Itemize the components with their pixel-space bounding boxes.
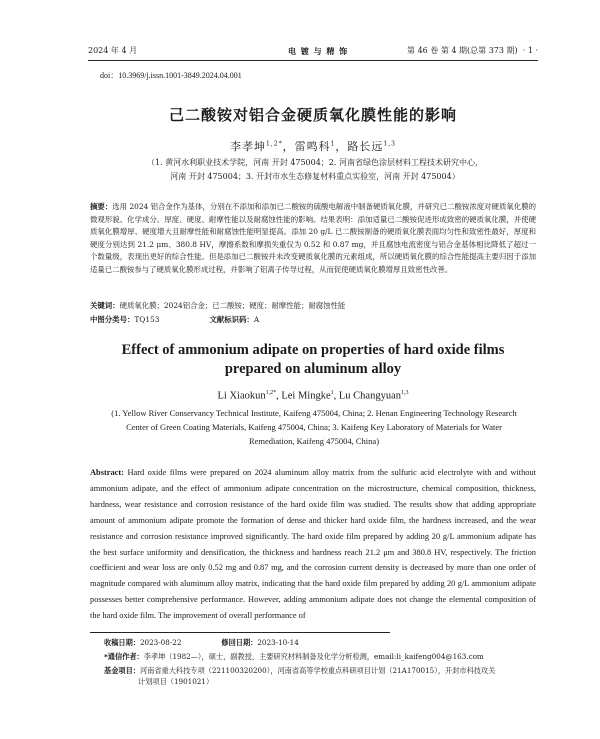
- footnote-author: [104, 651, 538, 662]
- authors-english: Li Xiaokun$^{1,2*}$, Lei Mingke$^1$, Lu Changyuan$^{1,3}$: [217, 390, 409, 402]
- clc-label: 中图分类号：: [90, 315, 135, 324]
- revised-date: 2023-10-14: [257, 638, 299, 647]
- affiliations-chinese: [110, 156, 520, 184]
- author-label: *通信作者：: [104, 652, 144, 661]
- affiliation-line: 河南 开封 475004；3. 开封市水生态修复材料重点实验室，河南 开封 475004）: [170, 172, 460, 181]
- author-sup: 1,2*: [265, 390, 277, 396]
- received-date: 2023-08-22: [139, 638, 182, 647]
- abstract-text: 选用 2024 铝合金作为基体，分别在不添加和添加已二酸铵的硫酸电解液中制备硬质氧化膜，并研究已二酸铵浓度对硬质氧化膜的微观形貌、化学成分、厚度、硬度、耐摩性能以及耐腐蚀性能的影响。结果表明：添加适量已二酸铵促进形成致密的硬质氧化膜，并使硬质氧化膜增厚、硬度增大且耐摩性能和耐腐蚀性能明显提高。添加 20 g/L 已二酸铵制备的硬质氧化膜表面均匀性和致密性最好，厚度和硬度分别达到 21.2 μm、380.8 HV，摩擦系数和摩损失重仅为 0.52 和 0.87 mg，并且腐蚀电流密度与铝合金基体相比降低了超过一个数量级，表现出更好的综合性能。但是添加已二酸铵并未改变硬质氧化膜的元素组成，所以硬质氧化膜的综合性能提高主要归因于添加适量已二酸铵参与了硬质氧化膜形成过程，并影响了铝离子传导过程，从而促使硬质氧化膜增厚且致密性改善。: [90, 202, 536, 274]
- fund-label: 基金项目：: [104, 666, 140, 675]
- doc-code: A: [253, 315, 260, 324]
- author-sup: 1: [330, 390, 334, 396]
- abstract-english: [90, 465, 536, 624]
- issue-date: 2024 年 4 月: [88, 46, 138, 55]
- author-sup: 1: [330, 140, 336, 148]
- author-name: 路长远: [347, 140, 384, 153]
- abstract-label: Abstract:: [90, 468, 124, 477]
- keywords-text: 硬质氧化膜；2024铝合金；已二酸铵；硬度；耐摩性能；耐腐蚀性能: [119, 301, 346, 310]
- affiliations-english: (1. Yellow River Conservancy Technical Institute, Kaifeng 475004, China; 2. Henan Engineering Technology Research Center of Green Coating Materials, Kaifeng 475004, China; 3. Kaifeng Key Laboratory of Materials for Water Remediation, Kaifeng 475004, China): [111, 408, 517, 446]
- footnote-rule: [90, 632, 390, 633]
- author-name: 雷鸣科: [294, 140, 331, 153]
- running-header: [88, 46, 538, 60]
- author-name: Lei Mingke: [281, 390, 331, 402]
- author-name: Lu Changyuan: [338, 390, 402, 402]
- doc-code-label: 文献标识码：: [209, 315, 254, 324]
- affiliation-line: （1. 黄河水利职业技术学院，河南 开封 475004；2. 河南省绿色涂层材料工程技术研究中心，: [147, 158, 483, 167]
- authors-chinese: 李孝坤$^{1,2*}$，雷鸣科$^1$，路长远$^{1,3}$: [230, 140, 396, 153]
- author-name: 李孝坤: [230, 140, 267, 153]
- abstract-label: 摘要：: [90, 202, 113, 211]
- volume-issue: 第 46 卷 第 4 期(总第 373 期) · 1 ·: [407, 46, 538, 55]
- author-info: 李孝坤（1982—），硕士，副教授，主要研究材料制备及化学分析检测，email:li_kaifeng004@163.com: [143, 652, 484, 661]
- doi[interactable]: doi：10.3969/j.issn.1001-3849.2024.04.001: [100, 71, 242, 80]
- received-label: 收稿日期：: [104, 638, 140, 647]
- clc-code: TQ153: [134, 315, 160, 324]
- abstract-chinese: [90, 201, 536, 277]
- title-chinese: 己二酸铵对铝合金硬质氧化膜性能的影响: [168, 106, 457, 124]
- header-rule: [88, 60, 538, 61]
- author-sup: 1,2*: [266, 140, 283, 148]
- journal-name: 电 镀 与 精 饰: [288, 46, 349, 56]
- page-number: · 1 ·: [522, 46, 538, 55]
- fund-info-cont: 计划项目（1901021）: [138, 677, 214, 686]
- abstract-text: Hard oxide films were prepared on 2024 aluminum alloy matrix from the sulfuric acid electrolyte with and without ammonium adipate, and the effect of ammonium adipate concentration on the microstructure, chemical composition, thickness, hardness, wear resistance and corrosion resistance of the hard oxide film was studied. The results show that adding appropriate amount of ammonium adipate promote the formation of dense and thicker hard oxide film, the hardness increased, and the wear resistance and corrosion resistance improved significantly. The hard oxide film prepared by adding 20 g/L ammonium adipate has the best surface uniformity and densification, the thickness and hardness reach 21.2 μm and 380.8 HV, respectively. The friction coefficient and wear loss are only 0.52 mg and 0.87 mg, and the corrosion current density is decreased by more than one order of magnitude compared with aluminum alloy matrix, indicating that the hard oxide film prepared by adding 20 g/L ammonium adipate possesses better comprehensive performance. However, adding ammonium adipate does not change the elemental composition of the hard oxide film. The improvement of overall performance of: [90, 468, 537, 621]
- classification: [90, 314, 259, 326]
- title-english: Effect of ammonium adipate on properties of hard oxide films prepared on aluminum alloy: [121, 342, 505, 377]
- footnote-dates: [104, 637, 538, 648]
- author-sup: 1,3: [383, 140, 396, 148]
- author-sup: 1,3: [401, 390, 409, 396]
- footnote-fund: [104, 665, 538, 687]
- keywords-label: 关键词：: [90, 301, 120, 310]
- author-name: Li Xiaokun: [217, 390, 266, 402]
- keywords-chinese: [90, 300, 536, 312]
- revised-label: 修回日期：: [221, 638, 258, 647]
- fund-info: 河南省重大科技专项（221100320200），河南省高等学校重点科研项目计划（21A170015），开封市科技攻关: [139, 666, 496, 675]
